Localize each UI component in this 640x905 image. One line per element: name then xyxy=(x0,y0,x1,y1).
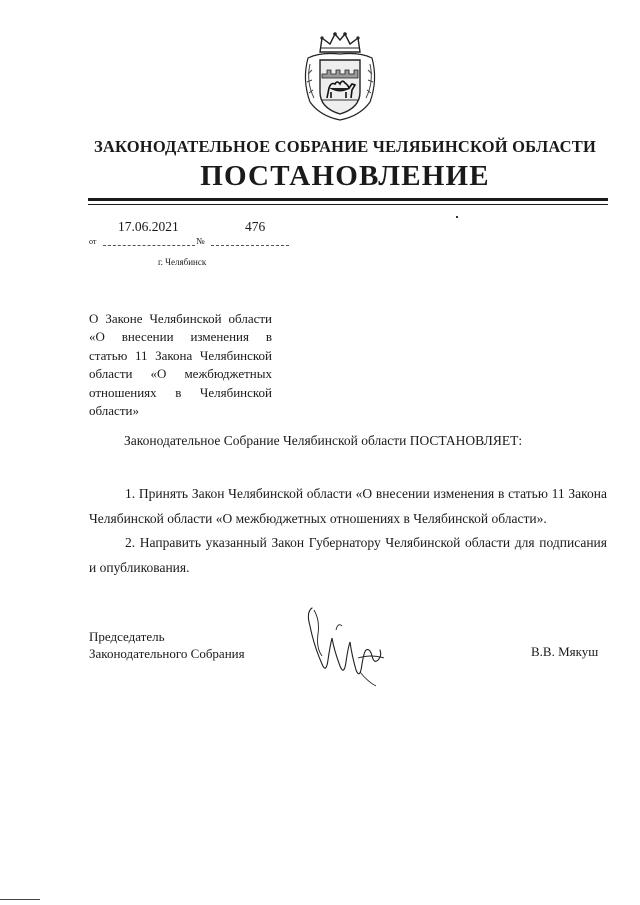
date-prefix-label: от xyxy=(89,237,97,246)
resolution-item-2: 2. Направить указанный Закон Губернатору Челябинской области для подписания и опубликования. xyxy=(89,535,607,575)
number-underline xyxy=(211,245,289,246)
scan-speck xyxy=(456,216,458,218)
city-label: г. Челябинск xyxy=(158,257,207,267)
document-date: 17.06.2021 xyxy=(118,219,179,234)
handwritten-signature xyxy=(300,600,390,690)
document-number: 476 xyxy=(245,219,266,234)
number-prefix-label: № xyxy=(196,236,205,246)
header-rule-thick xyxy=(88,198,608,201)
organization-name: ЗАКОНОДАТЕЛЬНОЕ СОБРАНИЕ ЧЕЛЯБИНСКОЙ ОБЛАСТИ xyxy=(93,137,597,156)
resolution-item-1: 1. Принять Закон Челябинской области «О внесении изменения в статью 11 Закона Челябинской области «О межбюджетных отношениях в Челябинской области». xyxy=(89,486,607,526)
resolution-preamble: Законодательное Собрание Челябинской области ПОСТАНОВЛЯЕТ: xyxy=(124,433,523,448)
signer-position-line-1: Председатель xyxy=(89,629,165,644)
date-underline xyxy=(103,245,195,246)
scan-edge-mark xyxy=(0,899,40,900)
signer-position xyxy=(89,628,245,662)
signer-position-line-2: Законодательного Собрания xyxy=(89,646,245,661)
header-rule-thin xyxy=(88,204,608,205)
document-type-title: ПОСТАНОВЛЕНИЕ xyxy=(200,160,490,192)
coat-of-arms-emblem xyxy=(300,30,380,122)
signer-name: В.В. Мякуш xyxy=(531,644,599,659)
document-subject: О Законе Челябинской области «О внесении изменения в статью 11 Закона Челябинской области «О межбюджетных отношениях в Челябинской области» xyxy=(89,311,272,419)
